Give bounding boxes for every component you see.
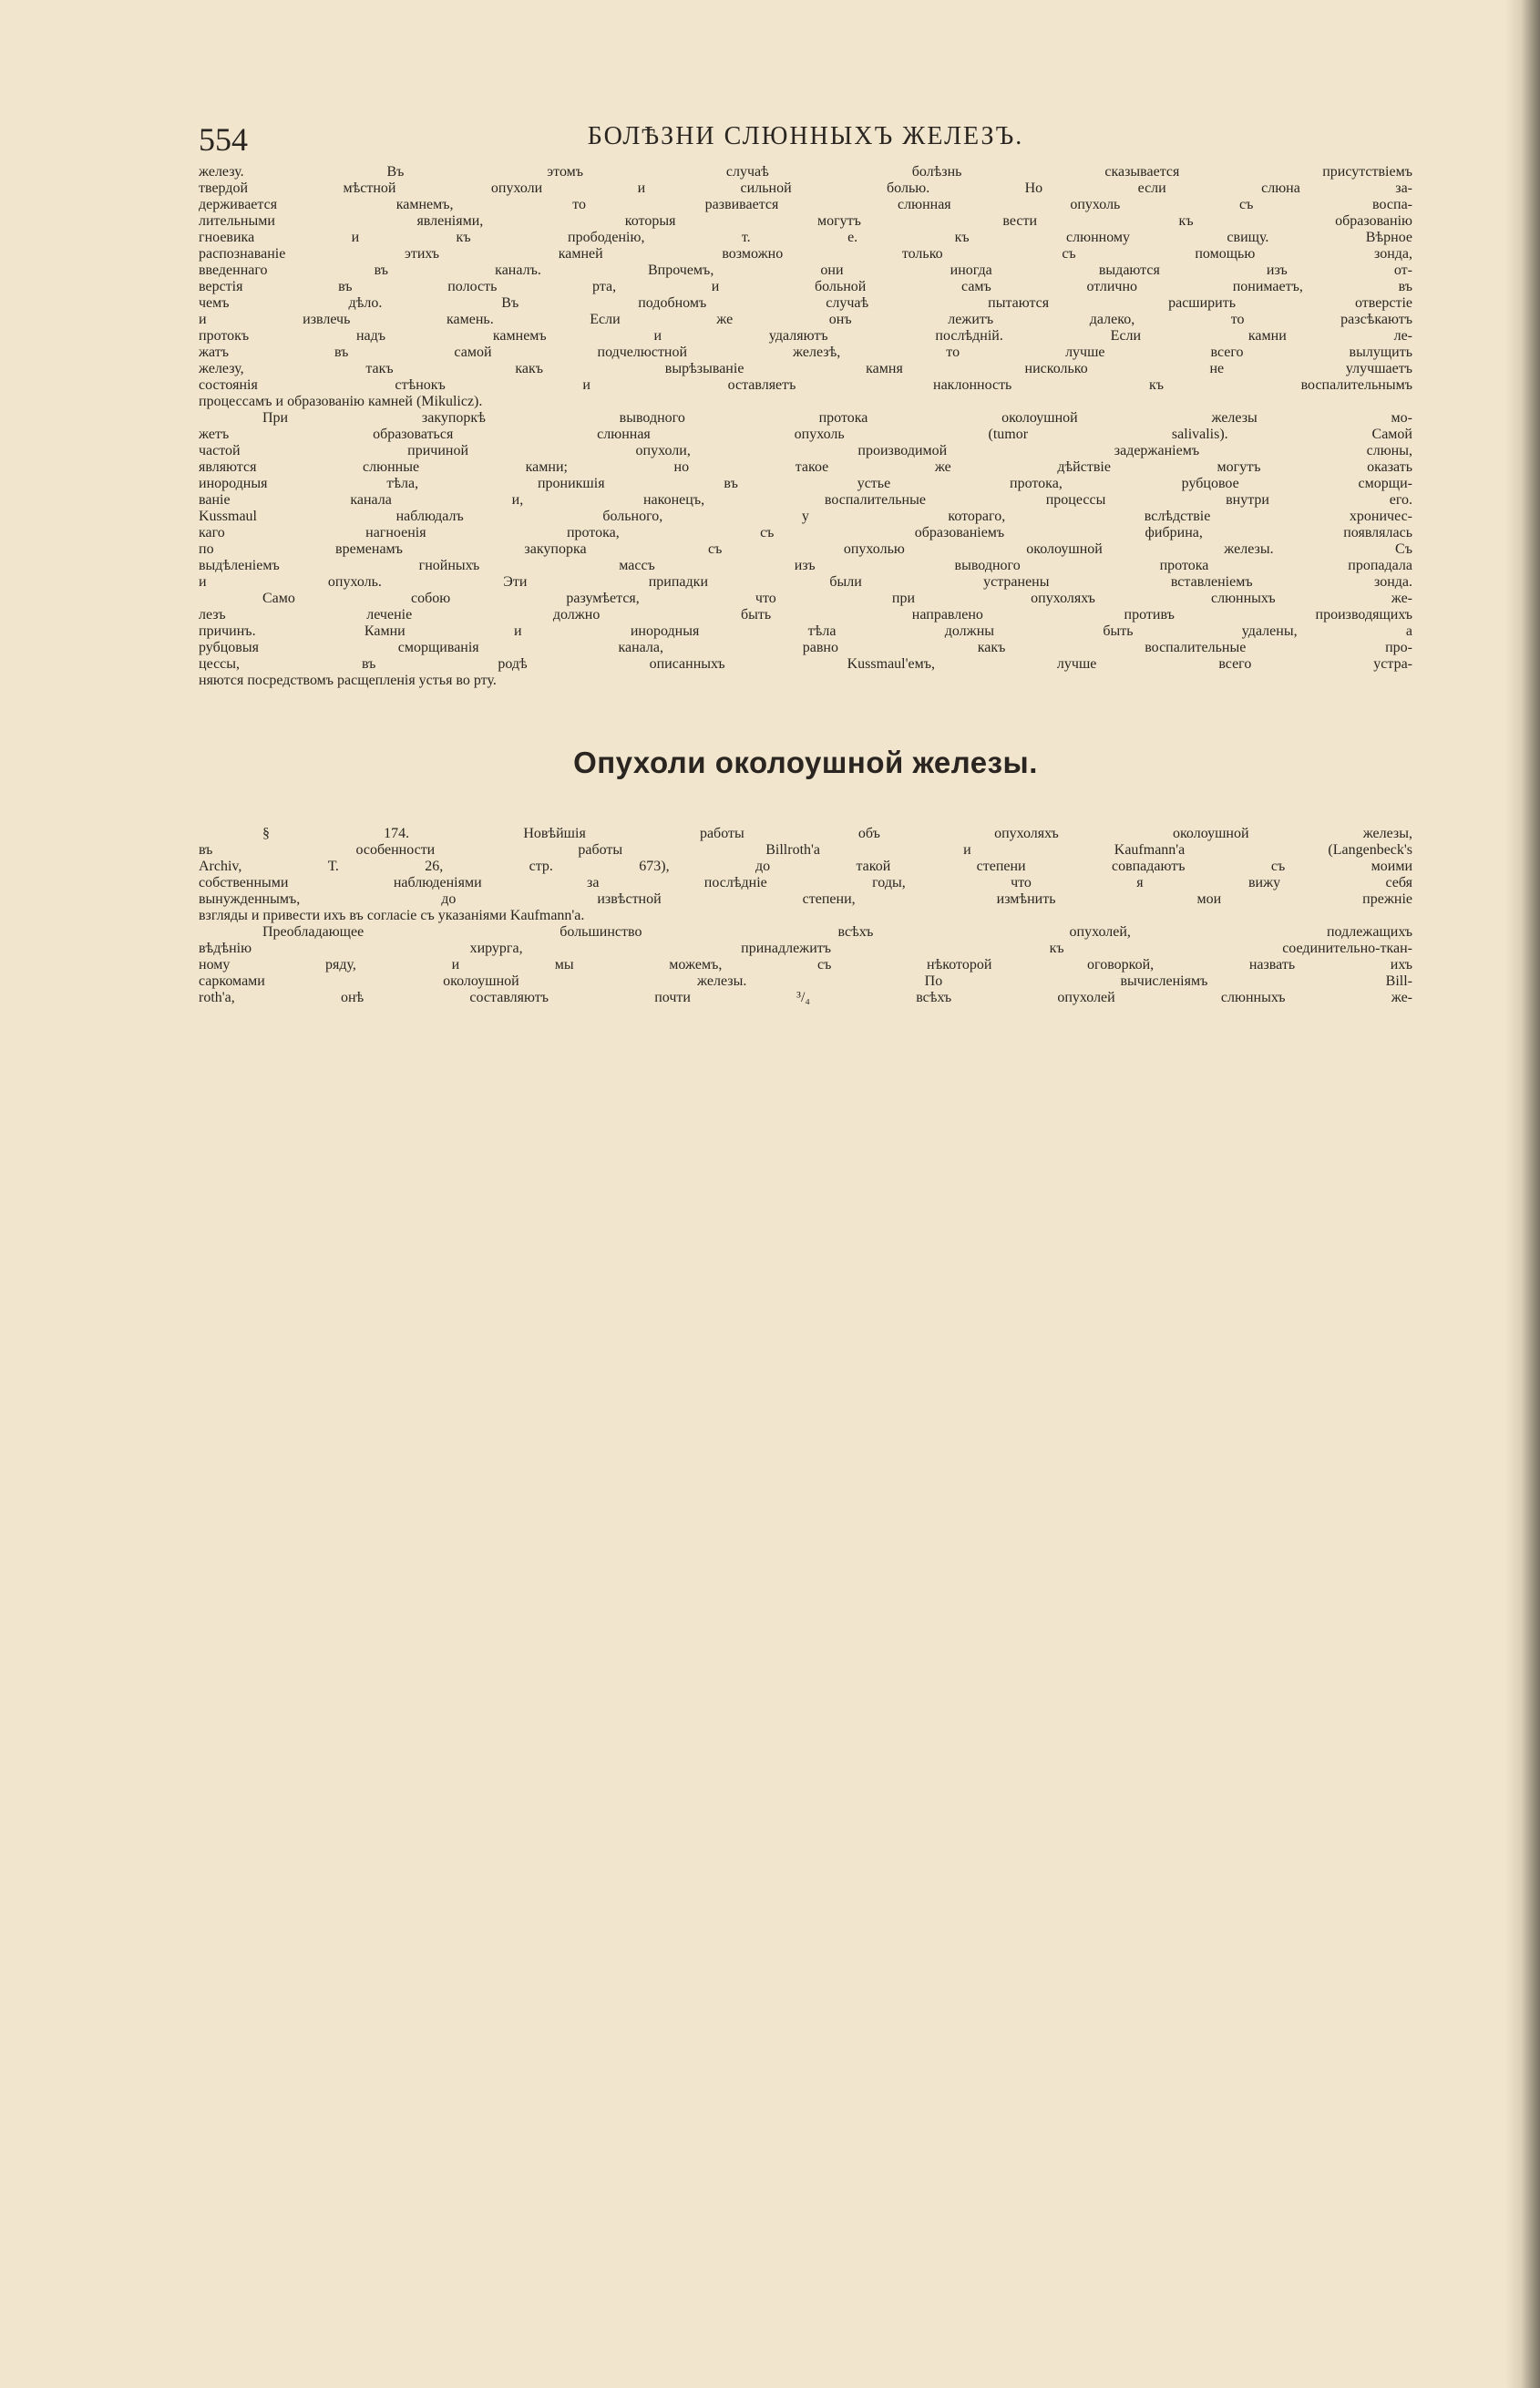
text-line: лительными явленіями, которыя могутъ вести къ образованію	[199, 213, 1412, 229]
text-line: гноевика и къ прободенію, т. е. къ слюнному свищу. Вѣрное	[199, 230, 1412, 245]
paragraph-1	[199, 164, 1412, 410]
text-line: чемъ дѣло. Въ подобномъ случаѣ пытаются расширить отверстіе	[199, 295, 1412, 311]
text-line: цессы, въ родѣ описанныхъ Kussmaul'емъ, лучше всего устра-	[199, 656, 1412, 672]
text-line: твердой мѣстной опухоли и сильной болью. Но если слюна за-	[199, 180, 1412, 196]
text-line: частой причиной опухоли, производимой задержаніемъ слюны,	[199, 443, 1412, 458]
text-line: § 174. Новѣйшія работы объ опухоляхъ околоушной железы,	[262, 826, 1412, 841]
text-line: вѣдѣнію хирурга, принадлежитъ къ соединительно-ткан-	[199, 941, 1412, 956]
text-line: вынужденнымъ, до извѣстной степени, измѣнить мои прежніе	[199, 891, 1412, 907]
text-line: въ особенности работы Billroth'а и Kaufmann'а (Langenbeck's	[199, 842, 1412, 858]
text-line: инородныя тѣла, проникшія въ устье протока, рубцовое сморщи-	[199, 476, 1412, 491]
text-line: и извлечь камень. Если же онъ лежитъ далеко, то разсѣкаютъ	[199, 312, 1412, 327]
text-line: Само собою разумѣется, что при опухоляхъ слюнныхъ же-	[262, 591, 1412, 606]
paragraph-5	[199, 924, 1412, 1006]
running-title: БОЛѢЗНИ СЛЮННЫХЪ ЖЕЛЕЗЪ.	[587, 122, 1024, 150]
text-line: Archiv, Т. 26, стр. 673), до такой степени совпадаютъ съ моими	[199, 859, 1412, 874]
text-line: распознаваніе этихъ камней возможно только съ помощью зонда,	[199, 246, 1412, 262]
text-line: выдѣленіемъ гнойныхъ массъ изъ выводного протока пропадала	[199, 558, 1412, 573]
page-number: 554	[199, 121, 248, 158]
text-line: Преобладающее большинство всѣхъ опухолей, подлежащихъ	[262, 924, 1412, 940]
text-line: причинъ. Камни и инородныя тѣла должны быть удалены, а	[199, 623, 1412, 639]
text-line: Kussmaul наблюдалъ больного, у котораго, вслѣдствіе хроничес-	[199, 509, 1412, 524]
text-line: ваніе канала и, наконецъ, воспалительные процессы внутри его.	[199, 492, 1412, 508]
section-heading: Опухоли околоушной железы.	[573, 746, 1038, 779]
body-text	[199, 164, 1412, 1006]
text-line: При закупоркѣ выводного протока околоушной железы мо-	[262, 410, 1412, 426]
text-line: жетъ образоваться слюнная опухоль (tumor salivalis). Самой	[199, 427, 1412, 442]
text-line: состоянія стѣнокъ и оставляетъ наклонность къ воспалительнымъ	[199, 377, 1412, 393]
text-line: являются слюнные камни; но такое же дѣйствіе могутъ оказать	[199, 459, 1412, 475]
text-line: ному ряду, и мы можемъ, съ нѣкоторой оговоркой, назвать ихъ	[199, 957, 1412, 973]
page-edge-shadow	[1505, 0, 1540, 2388]
text-line: и опухоль. Эти припадки были устранены вставленіемъ зонда.	[199, 574, 1412, 590]
text-line: введеннаго въ каналъ. Впрочемъ, они иногда выдаются изъ от-	[199, 262, 1412, 278]
text-line: лезъ леченіе должно быть направлено противъ производящихъ	[199, 607, 1412, 623]
book-page	[199, 109, 1412, 1006]
text-line: держивается камнемъ, то развивается слюнная опухоль съ воспа-	[199, 197, 1412, 212]
text-line: няются посредствомъ расщепленія устья во рту.	[199, 673, 497, 688]
paragraph-2	[199, 410, 1412, 591]
text-line: саркомами околоушной железы. По вычисленіямъ Bill-	[199, 973, 1412, 989]
text-line: взгляды и привести ихъ въ согласіе съ указаніями Kaufmann'а.	[199, 908, 585, 923]
paragraph-3	[199, 591, 1412, 689]
text-line: процессамъ и образованію камней (Mikulicz).	[199, 394, 483, 409]
text-line: по временамъ закупорка съ опухолью околоушной железы. Съ	[199, 541, 1412, 557]
text-line: протокъ надъ камнемъ и удаляютъ послѣдній. Если камни ле-	[199, 328, 1412, 344]
text-line: железу, такъ какъ вырѣзываніе камня нисколько не улучшаетъ	[199, 361, 1412, 376]
paragraph-4	[199, 826, 1412, 924]
text-line: рубцовыя сморщиванія канала, равно какъ воспалительные про-	[199, 640, 1412, 655]
text-line: roth'а, онѣ составляютъ почти ³/₄ всѣхъ опухолей слюнныхъ же-	[199, 990, 1412, 1005]
text-line: каго нагноенія протока, съ образованіемъ фибрина, появлялась	[199, 525, 1412, 540]
page-header	[199, 109, 1412, 164]
text-line: железу. Въ этомъ случаѣ болѣзнь сказывается присутствіемъ	[199, 164, 1412, 180]
text-line: собственными наблюденіями за послѣдніе годы, что я вижу себя	[199, 875, 1412, 890]
text-line: верстія въ полость рта, и больной самъ отлично понимаетъ, въ	[199, 279, 1412, 294]
text-line: жатъ въ самой подчелюстной железѣ, то лучше всего вылущить	[199, 345, 1412, 360]
